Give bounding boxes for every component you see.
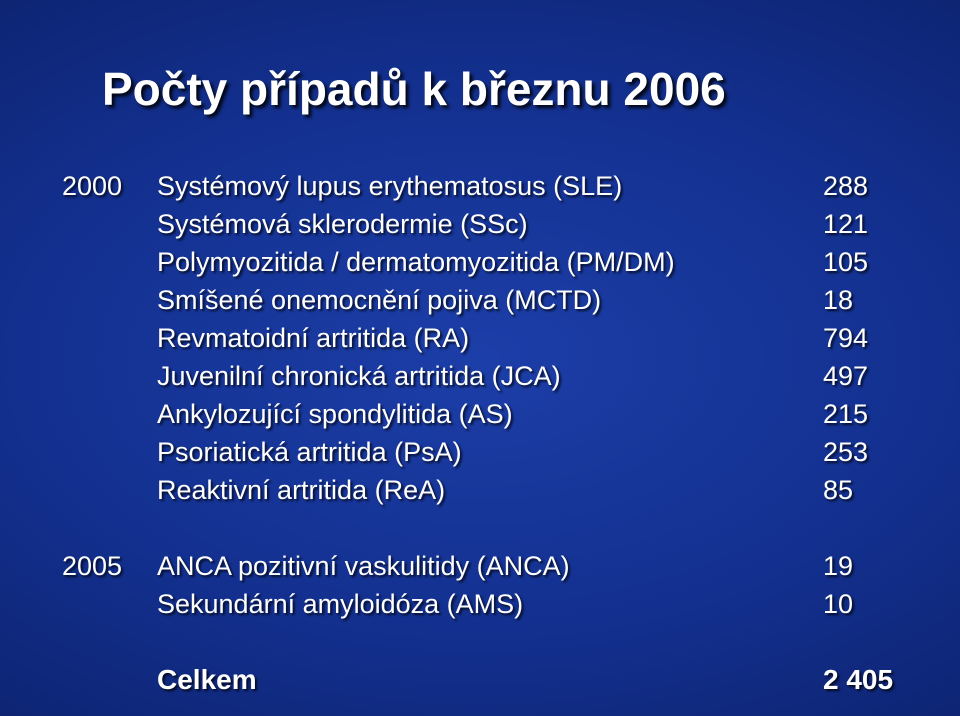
diagnosis-label: Smíšené onemocnění pojiva (MCTD) bbox=[157, 285, 602, 315]
diagnosis-label: Ankylozující spondylitida (AS) bbox=[157, 399, 513, 429]
case-count: 19 bbox=[823, 551, 854, 581]
diagnosis-label: Reaktivní artritida (ReA) bbox=[157, 475, 446, 505]
table-row bbox=[0, 471, 960, 509]
case-count: 288 bbox=[823, 171, 869, 201]
diagnosis-label: ANCA pozitivní vaskulitidy (ANCA) bbox=[157, 551, 570, 581]
table-row bbox=[0, 167, 960, 205]
table-row bbox=[0, 205, 960, 243]
case-count: 215 bbox=[823, 399, 869, 429]
case-count: 794 bbox=[823, 323, 869, 353]
slide-title: Počty případů k březnu 2006 bbox=[102, 63, 726, 115]
table-row bbox=[0, 433, 960, 471]
table-row bbox=[0, 395, 960, 433]
total-row bbox=[0, 661, 960, 699]
diagnosis-label: Polymyozitida / dermatomyozitida (PM/DM) bbox=[157, 247, 675, 277]
diagnosis-label: Revmatoidní artritida (RA) bbox=[157, 323, 470, 353]
table-row bbox=[0, 357, 960, 395]
table-row bbox=[0, 547, 960, 585]
diagnosis-label: Systémový lupus erythematosus (SLE) bbox=[157, 171, 623, 201]
table-row bbox=[0, 585, 960, 623]
table-row bbox=[0, 281, 960, 319]
year-label: 2000 bbox=[62, 171, 123, 201]
case-count: 18 bbox=[823, 285, 854, 315]
diagnosis-label: Psoriatická artritida (PsA) bbox=[157, 437, 462, 467]
total-label: Celkem bbox=[157, 664, 257, 695]
case-count: 85 bbox=[823, 475, 854, 505]
year-label: 2005 bbox=[62, 551, 123, 581]
case-count: 497 bbox=[823, 361, 869, 391]
table-row bbox=[0, 319, 960, 357]
diagnosis-label: Systémová sklerodermie (SSc) bbox=[157, 209, 528, 239]
diagnosis-label: Juvenilní chronická artritida (JCA) bbox=[157, 361, 561, 391]
case-count: 121 bbox=[823, 209, 869, 239]
total-count: 2 405 bbox=[823, 664, 894, 695]
diagnosis-label: Sekundární amyloidóza (AMS) bbox=[157, 589, 524, 619]
case-count: 253 bbox=[823, 437, 869, 467]
table-row bbox=[0, 243, 960, 281]
case-count: 10 bbox=[823, 589, 854, 619]
case-count: 105 bbox=[823, 247, 869, 277]
